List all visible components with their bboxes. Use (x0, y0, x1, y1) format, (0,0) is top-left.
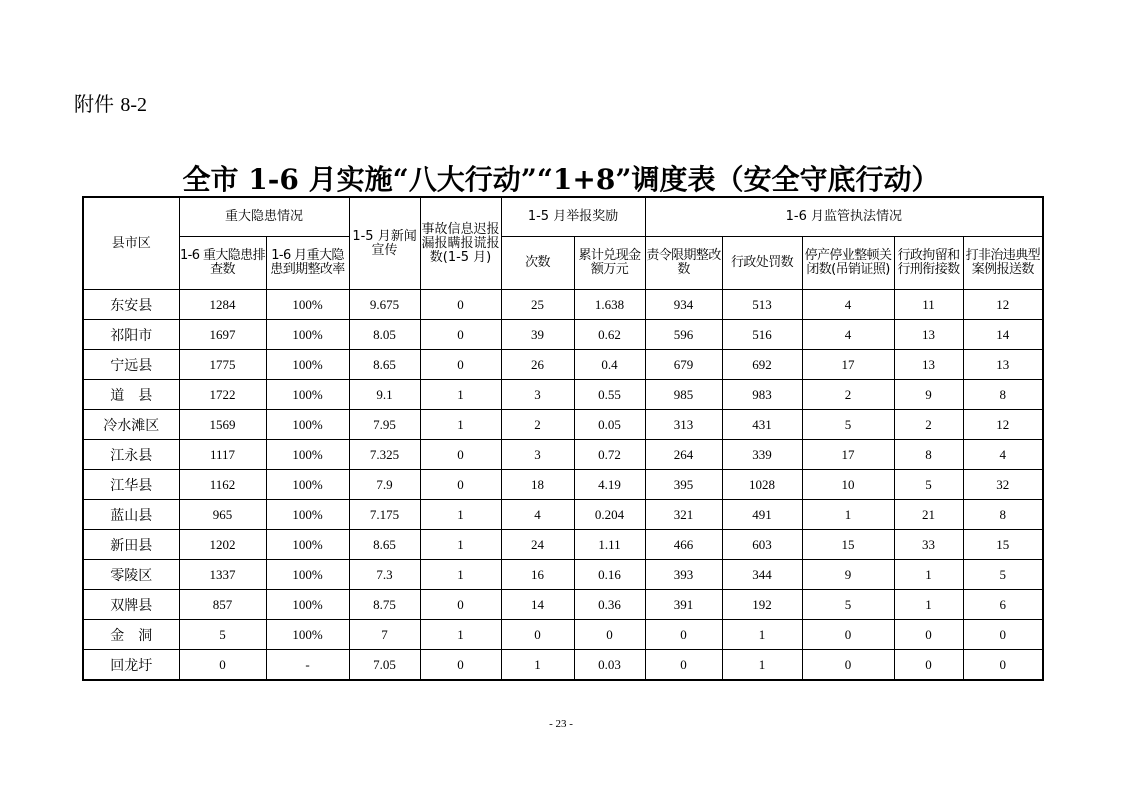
cell-hazard-count: 1775 (179, 350, 266, 380)
cell-hazard-count: 1569 (179, 410, 266, 440)
cell-crackdown: 0 (963, 620, 1043, 650)
cell-admin-penalty: 431 (722, 410, 802, 440)
cell-news: 7 (349, 620, 420, 650)
cell-hazard-rate: 100% (266, 620, 349, 650)
cell-hazard-rate: 100% (266, 560, 349, 590)
header-hazard-group: 重大隐患情况 (179, 197, 349, 237)
county-name: 宁远县 (83, 350, 179, 380)
cell-detain: 8 (894, 440, 963, 470)
cell-news: 9.675 (349, 290, 420, 320)
cell-order-rectify: 0 (645, 620, 722, 650)
cell-hazard-rate: 100% (266, 290, 349, 320)
header-hazard-count: 1-6 重大隐患排查数 (179, 237, 266, 290)
cell-report-amount: 4.19 (574, 470, 645, 500)
county-name: 双牌县 (83, 590, 179, 620)
cell-admin-penalty: 1 (722, 620, 802, 650)
cell-suspend: 1 (802, 500, 894, 530)
cell-hazard-count: 1117 (179, 440, 266, 470)
page-number: - 23 - (549, 718, 573, 730)
cell-order-rectify: 985 (645, 380, 722, 410)
cell-detain: 21 (894, 500, 963, 530)
county-name: 江永县 (83, 440, 179, 470)
table-row (83, 620, 1043, 650)
cell-hazard-count: 1337 (179, 560, 266, 590)
cell-order-rectify: 0 (645, 650, 722, 681)
header-crackdown: 打非治违典型案例报送数 (963, 237, 1043, 290)
cell-crackdown: 8 (963, 380, 1043, 410)
attachment-label (74, 88, 147, 117)
cell-admin-penalty: 692 (722, 350, 802, 380)
cell-detain: 11 (894, 290, 963, 320)
cell-hazard-rate: 100% (266, 350, 349, 380)
cell-report-times: 0 (501, 620, 574, 650)
table-row (83, 350, 1043, 380)
county-name: 祁阳市 (83, 320, 179, 350)
cell-detain: 1 (894, 560, 963, 590)
county-name: 东安县 (83, 290, 179, 320)
cell-admin-penalty: 339 (722, 440, 802, 470)
cell-order-rectify: 321 (645, 500, 722, 530)
cell-suspend: 17 (802, 440, 894, 470)
cell-report-times: 18 (501, 470, 574, 500)
cell-news: 7.95 (349, 410, 420, 440)
table-row (83, 290, 1043, 320)
table-row (83, 470, 1043, 500)
header-suspend: 停产停业整顿关闭数(吊销证照) (802, 237, 894, 290)
cell-admin-penalty: 1 (722, 650, 802, 681)
cell-hazard-rate: 100% (266, 470, 349, 500)
cell-suspend: 9 (802, 560, 894, 590)
cell-crackdown: 15 (963, 530, 1043, 560)
cell-news: 8.65 (349, 350, 420, 380)
cell-report-times: 16 (501, 560, 574, 590)
cell-order-rectify: 313 (645, 410, 722, 440)
cell-hazard-rate: 100% (266, 320, 349, 350)
header-detain: 行政拘留和行刑衔接数 (894, 237, 963, 290)
cell-detain: 13 (894, 320, 963, 350)
cell-hazard-rate: 100% (266, 530, 349, 560)
cell-crackdown: 12 (963, 290, 1043, 320)
cell-order-rectify: 466 (645, 530, 722, 560)
cell-report-times: 2 (501, 410, 574, 440)
cell-hazard-count: 965 (179, 500, 266, 530)
county-name: 冷水滩区 (83, 410, 179, 440)
cell-admin-penalty: 516 (722, 320, 802, 350)
cell-crackdown: 13 (963, 350, 1043, 380)
cell-report-amount: 0.05 (574, 410, 645, 440)
table-row (83, 440, 1043, 470)
county-name: 江华县 (83, 470, 179, 500)
cell-hazard-rate: 100% (266, 440, 349, 470)
cell-hazard-rate: 100% (266, 380, 349, 410)
cell-hazard-count: 5 (179, 620, 266, 650)
cell-order-rectify: 391 (645, 590, 722, 620)
cell-accident: 0 (420, 650, 501, 681)
cell-admin-penalty: 192 (722, 590, 802, 620)
cell-accident: 0 (420, 440, 501, 470)
cell-admin-penalty: 1028 (722, 470, 802, 500)
cell-order-rectify: 395 (645, 470, 722, 500)
cell-report-amount: 0.62 (574, 320, 645, 350)
cell-detain: 33 (894, 530, 963, 560)
header-news: 1-5 月新闻宣传 (349, 197, 420, 290)
cell-accident: 0 (420, 320, 501, 350)
cell-suspend: 0 (802, 650, 894, 681)
cell-crackdown: 32 (963, 470, 1043, 500)
cell-admin-penalty: 344 (722, 560, 802, 590)
cell-report-amount: 0.55 (574, 380, 645, 410)
cell-accident: 0 (420, 350, 501, 380)
cell-order-rectify: 393 (645, 560, 722, 590)
page-title: 全市 1-6 月实施“八大行动”“1+8”调度表（安全守底行动） (182, 163, 940, 196)
cell-admin-penalty: 513 (722, 290, 802, 320)
cell-report-amount: 0.16 (574, 560, 645, 590)
cell-hazard-count: 1722 (179, 380, 266, 410)
cell-crackdown: 6 (963, 590, 1043, 620)
cell-admin-penalty: 491 (722, 500, 802, 530)
attachment-number: 8-2 (120, 94, 148, 116)
header-report-times: 次数 (501, 237, 574, 290)
cell-report-times: 3 (501, 380, 574, 410)
cell-accident: 1 (420, 560, 501, 590)
cell-accident: 1 (420, 410, 501, 440)
table-row (83, 650, 1043, 681)
cell-report-times: 26 (501, 350, 574, 380)
header-report-amount: 累计兑现金额万元 (574, 237, 645, 290)
cell-report-amount: 0.03 (574, 650, 645, 681)
cell-detain: 13 (894, 350, 963, 380)
cell-report-times: 25 (501, 290, 574, 320)
table-body (83, 290, 1043, 681)
header-accident: 事故信息迟报漏报瞒报谎报数(1-5 月) (420, 197, 501, 290)
table-row (83, 320, 1043, 350)
dispatch-table (82, 196, 1044, 681)
cell-report-times: 14 (501, 590, 574, 620)
table-row (83, 380, 1043, 410)
cell-crackdown: 5 (963, 560, 1043, 590)
cell-order-rectify: 596 (645, 320, 722, 350)
cell-hazard-rate: - (266, 650, 349, 681)
cell-news: 8.75 (349, 590, 420, 620)
county-name: 新田县 (83, 530, 179, 560)
cell-detain: 1 (894, 590, 963, 620)
county-name: 蓝山县 (83, 500, 179, 530)
cell-hazard-count: 0 (179, 650, 266, 681)
cell-crackdown: 4 (963, 440, 1043, 470)
cell-crackdown: 8 (963, 500, 1043, 530)
cell-suspend: 2 (802, 380, 894, 410)
cell-order-rectify: 934 (645, 290, 722, 320)
header-order-rectify: 责令限期整改数 (645, 237, 722, 290)
cell-hazard-count: 1284 (179, 290, 266, 320)
cell-suspend: 10 (802, 470, 894, 500)
cell-report-amount: 1.638 (574, 290, 645, 320)
cell-hazard-count: 1202 (179, 530, 266, 560)
table-row (83, 560, 1043, 590)
cell-report-amount: 0.4 (574, 350, 645, 380)
cell-report-times: 3 (501, 440, 574, 470)
cell-detain: 0 (894, 650, 963, 681)
header-hazard-rate: 1-6 月重大隐患到期整改率 (266, 237, 349, 290)
cell-news: 9.1 (349, 380, 420, 410)
cell-suspend: 0 (802, 620, 894, 650)
cell-report-amount: 0 (574, 620, 645, 650)
cell-detain: 5 (894, 470, 963, 500)
cell-news: 7.175 (349, 500, 420, 530)
county-name: 回龙圩 (83, 650, 179, 681)
cell-news: 7.325 (349, 440, 420, 470)
cell-order-rectify: 264 (645, 440, 722, 470)
cell-crackdown: 12 (963, 410, 1043, 440)
cell-news: 8.05 (349, 320, 420, 350)
cell-detain: 9 (894, 380, 963, 410)
cell-detain: 2 (894, 410, 963, 440)
cell-crackdown: 14 (963, 320, 1043, 350)
cell-report-amount: 0.36 (574, 590, 645, 620)
table-row (83, 500, 1043, 530)
cell-news: 7.9 (349, 470, 420, 500)
cell-accident: 1 (420, 380, 501, 410)
cell-admin-penalty: 983 (722, 380, 802, 410)
cell-suspend: 4 (802, 290, 894, 320)
cell-report-times: 39 (501, 320, 574, 350)
table-row (83, 590, 1043, 620)
cell-accident: 1 (420, 500, 501, 530)
cell-news: 7.05 (349, 650, 420, 681)
cell-report-times: 4 (501, 500, 574, 530)
county-name: 道 县 (83, 380, 179, 410)
cell-accident: 1 (420, 530, 501, 560)
county-name: 金 洞 (83, 620, 179, 650)
attachment-label-text: 附件 (74, 92, 114, 116)
header-admin-penalty: 行政处罚数 (722, 237, 802, 290)
table-row (83, 530, 1043, 560)
cell-news: 7.3 (349, 560, 420, 590)
cell-suspend: 17 (802, 350, 894, 380)
cell-hazard-count: 857 (179, 590, 266, 620)
cell-report-amount: 0.72 (574, 440, 645, 470)
cell-hazard-rate: 100% (266, 410, 349, 440)
table-row (83, 410, 1043, 440)
cell-report-amount: 1.11 (574, 530, 645, 560)
cell-report-amount: 0.204 (574, 500, 645, 530)
cell-accident: 0 (420, 290, 501, 320)
cell-accident: 1 (420, 620, 501, 650)
cell-suspend: 15 (802, 530, 894, 560)
cell-report-times: 24 (501, 530, 574, 560)
cell-hazard-count: 1162 (179, 470, 266, 500)
cell-suspend: 5 (802, 590, 894, 620)
cell-order-rectify: 679 (645, 350, 722, 380)
cell-hazard-rate: 100% (266, 500, 349, 530)
cell-news: 8.65 (349, 530, 420, 560)
header-enforce-group: 1-6 月监管执法情况 (645, 197, 1043, 237)
cell-detain: 0 (894, 620, 963, 650)
county-name: 零陵区 (83, 560, 179, 590)
cell-crackdown: 0 (963, 650, 1043, 681)
cell-hazard-count: 1697 (179, 320, 266, 350)
cell-suspend: 4 (802, 320, 894, 350)
cell-report-times: 1 (501, 650, 574, 681)
cell-suspend: 5 (802, 410, 894, 440)
header-county: 县市区 (83, 197, 179, 290)
header-report-group: 1-5 月举报奖励 (501, 197, 645, 237)
cell-accident: 0 (420, 470, 501, 500)
cell-accident: 0 (420, 590, 501, 620)
cell-admin-penalty: 603 (722, 530, 802, 560)
cell-hazard-rate: 100% (266, 590, 349, 620)
